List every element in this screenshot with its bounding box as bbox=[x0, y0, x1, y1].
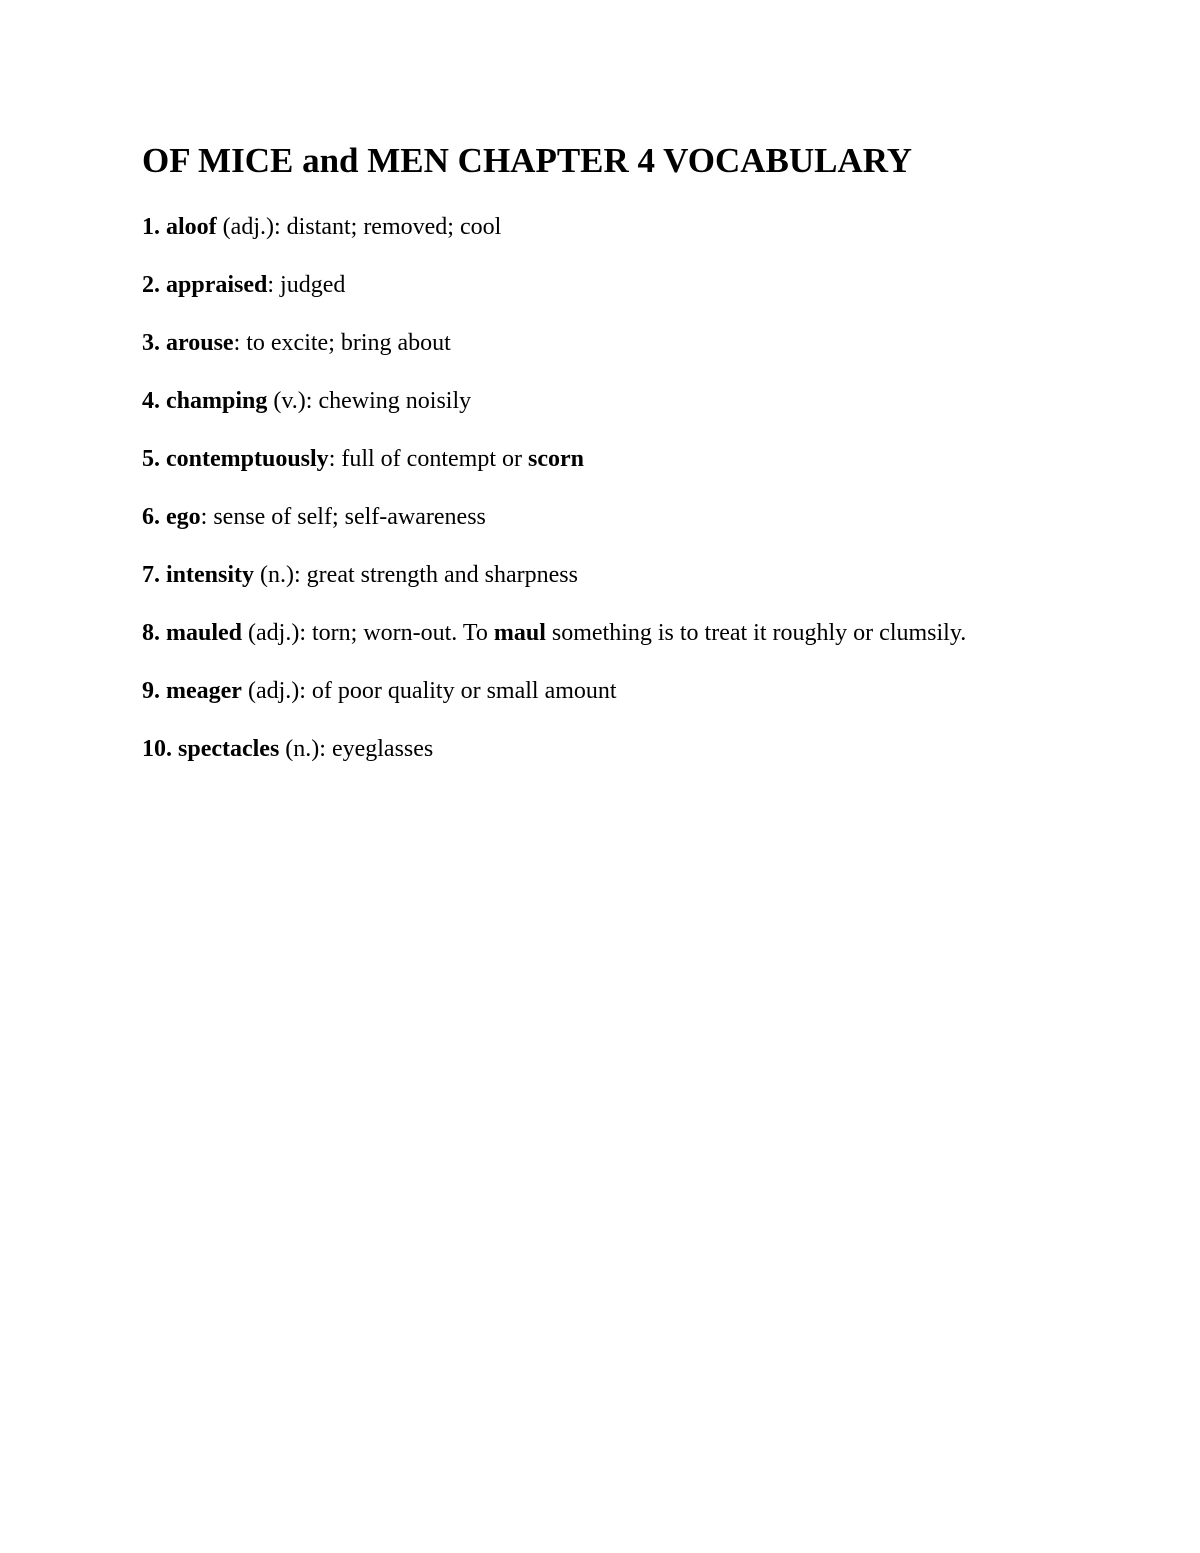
entry-part-of-speech: (v.) bbox=[273, 388, 306, 414]
entry-definition: : great strength and sharpness bbox=[294, 562, 578, 588]
entry-number: 8. bbox=[142, 620, 160, 646]
entry-number: 1. bbox=[142, 214, 160, 240]
entry-number: 3. bbox=[142, 330, 160, 356]
entry-number: 5. bbox=[142, 446, 160, 472]
entry-word: appraised bbox=[166, 272, 268, 298]
entry-definition: : eyeglasses bbox=[319, 736, 434, 762]
entry-definition: : chewing noisily bbox=[305, 388, 472, 414]
vocab-entry bbox=[142, 442, 966, 500]
entry-word: aloof bbox=[166, 214, 217, 240]
vocab-entry bbox=[142, 500, 966, 558]
entry-definition: : to excite; bring about bbox=[233, 330, 451, 356]
entry-number: 10. bbox=[142, 736, 172, 762]
entry-word: champing bbox=[166, 388, 268, 414]
entry-definition: : full of contempt or bbox=[328, 446, 528, 472]
vocab-entry bbox=[142, 384, 966, 442]
vocab-entry bbox=[142, 210, 966, 268]
vocab-entry bbox=[142, 616, 966, 674]
entry-definition: : torn; worn-out. To bbox=[299, 620, 494, 646]
entry-part-of-speech: (n.) bbox=[285, 736, 320, 762]
entry-word: intensity bbox=[166, 562, 255, 588]
entry-word: meager bbox=[166, 678, 242, 704]
vocab-entry bbox=[142, 326, 966, 384]
entry-word: mauled bbox=[166, 620, 243, 646]
vocab-entry bbox=[142, 732, 966, 790]
entry-definition: : sense of self; self-awareness bbox=[200, 504, 486, 530]
entry-word: contemptuously bbox=[166, 446, 329, 472]
vocabulary-list bbox=[142, 210, 966, 790]
entry-definition: : distant; removed; cool bbox=[273, 214, 502, 240]
entry-part-of-speech: (adj.) bbox=[222, 214, 274, 240]
entry-bold-term: maul bbox=[493, 620, 546, 646]
entry-part-of-speech: (adj.) bbox=[247, 678, 300, 704]
entry-word: ego bbox=[166, 504, 201, 530]
entry-part-of-speech: (adj.) bbox=[248, 620, 300, 646]
page-title: OF MICE and MEN CHAPTER 4 VOCABULARY bbox=[142, 141, 913, 180]
entry-number: 2. bbox=[142, 272, 160, 298]
entry-number: 4. bbox=[142, 388, 160, 414]
entry-word: spectacles bbox=[178, 736, 280, 762]
entry-part-of-speech: (n.) bbox=[260, 562, 294, 588]
entry-definition: : judged bbox=[267, 272, 346, 298]
entry-definition-tail: something is to treat it roughly or clumsily. bbox=[545, 620, 967, 646]
entry-word: arouse bbox=[166, 330, 234, 356]
vocab-entry bbox=[142, 268, 966, 326]
entry-bold-term: scorn bbox=[527, 446, 584, 472]
entry-number: 6. bbox=[142, 504, 160, 530]
vocab-entry bbox=[142, 558, 966, 616]
entry-definition: : of poor quality or small amount bbox=[299, 678, 617, 704]
entry-number: 7. bbox=[142, 562, 160, 588]
vocab-entry bbox=[142, 674, 966, 732]
entry-number: 9. bbox=[142, 678, 160, 704]
